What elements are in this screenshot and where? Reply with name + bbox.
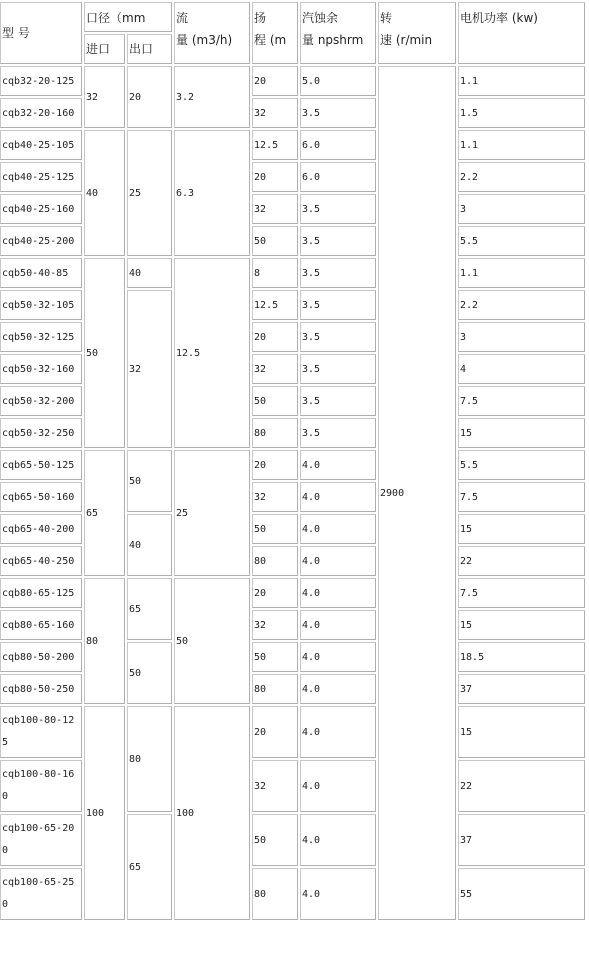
npsh-cell: 3.5 [300, 98, 376, 128]
power-cell: 4 [458, 354, 585, 384]
head-cell: 32 [252, 482, 298, 512]
outlet-cell: 50 [127, 450, 172, 512]
power-cell: 15 [458, 610, 585, 640]
outlet-cell: 65 [127, 578, 172, 640]
head-cell: 20 [252, 162, 298, 192]
outlet-cell: 40 [127, 258, 172, 288]
flow-cell: 3.2 [174, 66, 250, 128]
model-cell: cqb40-25-160 [0, 194, 82, 224]
outlet-cell: 50 [127, 642, 172, 704]
outlet-cell: 25 [127, 130, 172, 256]
head-cell: 12.5 [252, 290, 298, 320]
flow-header [174, 2, 250, 64]
table-row [0, 706, 585, 758]
inlet-cell: 32 [84, 66, 125, 128]
table-row [0, 578, 585, 608]
head-cell: 80 [252, 674, 298, 704]
npsh-cell: 4.0 [300, 642, 376, 672]
model-cell: cqb65-50-125 [0, 450, 82, 480]
power-cell: 2.2 [458, 162, 585, 192]
head-cell: 50 [252, 226, 298, 256]
model-cell: cqb50-40-85 [0, 258, 82, 288]
npsh-cell: 4.0 [300, 546, 376, 576]
power-cell: 7.5 [458, 386, 585, 416]
head-cell: 20 [252, 322, 298, 352]
inlet-cell: 80 [84, 578, 125, 704]
npsh-cell: 4.0 [300, 610, 376, 640]
model-cell: cqb50-32-250 [0, 418, 82, 448]
head-cell: 80 [252, 546, 298, 576]
head-cell: 20 [252, 450, 298, 480]
head-header [252, 2, 298, 64]
npsh-cell: 4.0 [300, 868, 376, 920]
speed-header [378, 2, 456, 64]
flow-header-line2: 量 (m3/h) [176, 33, 233, 47]
model-cell: cqb50-32-160 [0, 354, 82, 384]
power-cell: 1.1 [458, 130, 585, 160]
flow-cell: 6.3 [174, 130, 250, 256]
inlet-header: 进口 [84, 34, 125, 64]
table-row [0, 258, 585, 288]
npsh-cell: 3.5 [300, 290, 376, 320]
npsh-cell: 3.5 [300, 226, 376, 256]
power-cell: 1.5 [458, 98, 585, 128]
table-body [0, 2, 585, 920]
npsh-cell: 3.5 [300, 354, 376, 384]
power-cell: 22 [458, 546, 585, 576]
power-cell: 3 [458, 322, 585, 352]
flow-cell: 50 [174, 578, 250, 704]
model-cell: cqb100-65-200 [0, 814, 82, 866]
npsh-cell: 3.5 [300, 258, 376, 288]
head-cell: 20 [252, 706, 298, 758]
outlet-cell: 20 [127, 66, 172, 128]
npsh-header-line2: 量 npshrm [302, 33, 364, 47]
power-cell: 15 [458, 418, 585, 448]
model-cell: cqb32-20-125 [0, 66, 82, 96]
head-cell: 32 [252, 354, 298, 384]
model-cell: cqb50-32-200 [0, 386, 82, 416]
npsh-cell: 4.0 [300, 674, 376, 704]
npsh-cell: 4.0 [300, 578, 376, 608]
outlet-cell: 65 [127, 814, 172, 920]
head-cell: 50 [252, 642, 298, 672]
head-cell: 8 [252, 258, 298, 288]
model-cell: cqb32-20-160 [0, 98, 82, 128]
head-cell: 20 [252, 578, 298, 608]
npsh-cell: 3.5 [300, 194, 376, 224]
head-cell: 50 [252, 386, 298, 416]
inlet-cell: 100 [84, 706, 125, 920]
head-cell: 32 [252, 194, 298, 224]
bore-header-label: 口径（mm [86, 11, 146, 25]
outlet-header: 出口 [127, 34, 172, 64]
flow-cell: 25 [174, 450, 250, 576]
speed-cell: 2900 [378, 66, 456, 920]
model-cell: cqb80-50-200 [0, 642, 82, 672]
power-cell: 7.5 [458, 578, 585, 608]
power-cell: 3 [458, 194, 585, 224]
power-cell: 2.2 [458, 290, 585, 320]
npsh-cell: 6.0 [300, 130, 376, 160]
model-cell: cqb40-25-105 [0, 130, 82, 160]
npsh-cell: 4.0 [300, 706, 376, 758]
head-header-line2: 程 (m [254, 33, 287, 47]
npsh-cell: 6.0 [300, 162, 376, 192]
model-cell: cqb50-32-105 [0, 290, 82, 320]
speed-header-line1: 转 [380, 11, 393, 25]
npsh-cell: 4.0 [300, 760, 376, 812]
model-cell: cqb100-65-250 [0, 868, 82, 920]
power-cell: 37 [458, 674, 585, 704]
table-row [0, 66, 585, 96]
head-cell: 32 [252, 760, 298, 812]
table-row [0, 130, 585, 160]
power-cell: 15 [458, 514, 585, 544]
npsh-cell: 3.5 [300, 322, 376, 352]
head-cell: 20 [252, 66, 298, 96]
head-cell: 80 [252, 868, 298, 920]
power-cell: 15 [458, 706, 585, 758]
head-cell: 50 [252, 514, 298, 544]
npsh-cell: 3.5 [300, 386, 376, 416]
power-cell: 1.1 [458, 258, 585, 288]
head-cell: 50 [252, 814, 298, 866]
model-cell: cqb80-65-160 [0, 610, 82, 640]
npsh-header [300, 2, 376, 64]
inlet-cell: 65 [84, 450, 125, 576]
npsh-header-line1: 汽蚀余 [302, 11, 339, 25]
power-cell: 5.5 [458, 226, 585, 256]
model-cell: cqb40-25-200 [0, 226, 82, 256]
power-cell: 37 [458, 814, 585, 866]
model-cell: cqb100-80-160 [0, 760, 82, 812]
power-cell: 22 [458, 760, 585, 812]
flow-header-line1: 流 [176, 11, 189, 25]
model-cell: cqb65-40-200 [0, 514, 82, 544]
head-cell: 12.5 [252, 130, 298, 160]
head-cell: 80 [252, 418, 298, 448]
npsh-cell: 5.0 [300, 66, 376, 96]
npsh-cell: 3.5 [300, 418, 376, 448]
model-cell: cqb100-80-125 [0, 706, 82, 758]
model-cell: cqb80-50-250 [0, 674, 82, 704]
power-cell: 55 [458, 868, 585, 920]
outlet-cell: 40 [127, 514, 172, 576]
power-header: 电机功率 (kw) [458, 2, 585, 64]
model-cell: cqb65-50-160 [0, 482, 82, 512]
table-row [0, 450, 585, 480]
flow-cell: 100 [174, 706, 250, 920]
flow-cell: 12.5 [174, 258, 250, 448]
inlet-cell: 50 [84, 258, 125, 448]
power-cell: 1.1 [458, 66, 585, 96]
bore-header [84, 2, 172, 32]
inlet-cell: 40 [84, 130, 125, 256]
outlet-cell: 80 [127, 706, 172, 812]
head-cell: 32 [252, 610, 298, 640]
model-cell: cqb65-40-250 [0, 546, 82, 576]
npsh-cell: 4.0 [300, 814, 376, 866]
power-cell: 7.5 [458, 482, 585, 512]
model-header: 型 号 [0, 2, 82, 64]
model-cell: cqb80-65-125 [0, 578, 82, 608]
head-cell: 32 [252, 98, 298, 128]
power-cell: 5.5 [458, 450, 585, 480]
npsh-cell: 4.0 [300, 482, 376, 512]
model-cell: cqb50-32-125 [0, 322, 82, 352]
npsh-cell: 4.0 [300, 514, 376, 544]
power-cell: 18.5 [458, 642, 585, 672]
outlet-cell: 32 [127, 290, 172, 448]
model-cell: cqb40-25-125 [0, 162, 82, 192]
head-header-line1: 扬 [254, 11, 267, 25]
speed-header-line2: 速 (r/min [380, 33, 433, 47]
header-row [0, 2, 585, 32]
npsh-cell: 4.0 [300, 450, 376, 480]
